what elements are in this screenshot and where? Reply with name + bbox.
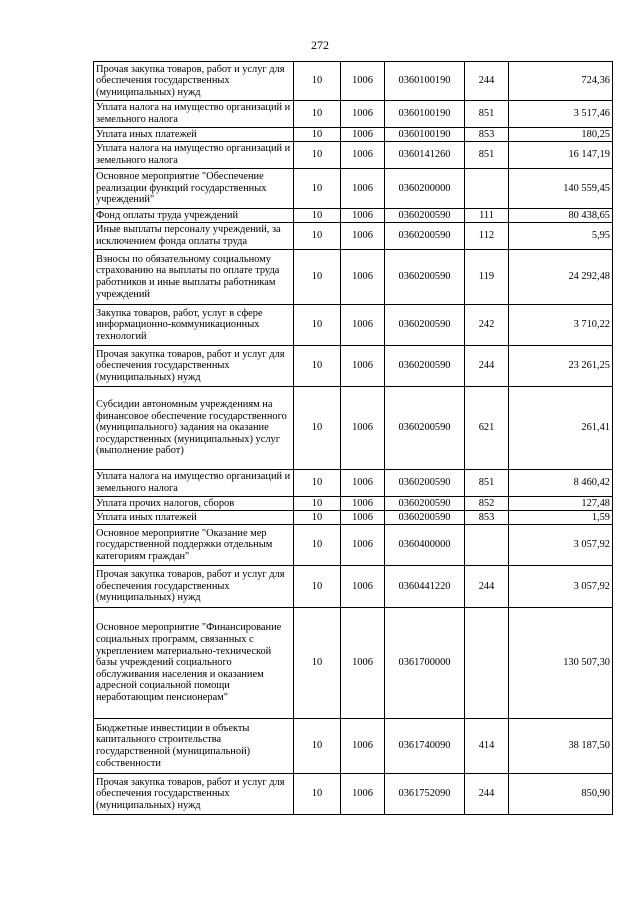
- row-expense-type: 119: [465, 250, 509, 305]
- row-target: 0361700000: [385, 608, 465, 719]
- row-target: 0361752090: [385, 774, 465, 815]
- row-expense-type: 851: [465, 142, 509, 169]
- row-subsection: 1006: [341, 346, 385, 387]
- row-section: 10: [294, 169, 341, 209]
- row-target: 0360200590: [385, 209, 465, 223]
- row-subsection: 1006: [341, 169, 385, 209]
- row-amount: 23 261,25: [509, 346, 613, 387]
- row-target: 0360200590: [385, 250, 465, 305]
- row-target: 0360200590: [385, 223, 465, 250]
- row-name: Прочая закупка товаров, работ и услуг для обеспечения государственных (муниципальных) нужд: [94, 62, 294, 101]
- row-target: 0360200590: [385, 387, 465, 470]
- page-number: 272: [311, 38, 329, 52]
- row-section: 10: [294, 101, 341, 128]
- row-expense-type: 621: [465, 387, 509, 470]
- row-section: 10: [294, 608, 341, 719]
- row-name: Уплата иных платежей: [94, 511, 294, 525]
- row-name: Прочая закупка товаров, работ и услуг для обеспечения государственных (муниципальных) нужд: [94, 566, 294, 608]
- row-amount: 724,36: [509, 62, 613, 101]
- row-expense-type: 851: [465, 101, 509, 128]
- table-row: [94, 566, 613, 608]
- table-row: [94, 470, 613, 497]
- row-name: Иные выплаты персоналу учреждений, за исключением фонда оплаты труда: [94, 223, 294, 250]
- row-target: 0360100190: [385, 128, 465, 142]
- row-name: Закупка товаров, работ, услуг в сфере информационно-коммуникационных технологий: [94, 305, 294, 346]
- row-amount: 261,41: [509, 387, 613, 470]
- row-subsection: 1006: [341, 497, 385, 511]
- table-row: [94, 719, 613, 774]
- row-name: Основное мероприятие "Финансирование социальных программ, связанных с укреплением материально-технической базы учреждений социального обслуживания населения и оказанием адресной социальной помощи неработающим пенсионерам": [94, 608, 294, 719]
- row-subsection: 1006: [341, 305, 385, 346]
- row-target: 0360100190: [385, 62, 465, 101]
- row-subsection: 1006: [341, 101, 385, 128]
- row-name: Уплата прочих налогов, сборов: [94, 497, 294, 511]
- row-amount: 80 438,65: [509, 209, 613, 223]
- table-row: [94, 250, 613, 305]
- row-name: Прочая закупка товаров, работ и услуг для обеспечения государственных (муниципальных) нужд: [94, 774, 294, 815]
- row-amount: 140 559,45: [509, 169, 613, 209]
- row-amount: 130 507,30: [509, 608, 613, 719]
- row-target: 0360200590: [385, 346, 465, 387]
- row-section: 10: [294, 62, 341, 101]
- row-expense-type: [465, 525, 509, 566]
- row-section: 10: [294, 511, 341, 525]
- row-section: 10: [294, 470, 341, 497]
- table-row: [94, 608, 613, 719]
- row-name: Субсидии автономным учреждениям на финансовое обеспечение государственного (муниципального) задания на оказание государственных (муниципальных) услуг (выполнение работ): [94, 387, 294, 470]
- row-section: 10: [294, 305, 341, 346]
- row-amount: 5,95: [509, 223, 613, 250]
- row-subsection: 1006: [341, 525, 385, 566]
- row-subsection: 1006: [341, 209, 385, 223]
- row-name: Уплата налога на имущество организаций и земельного налога: [94, 142, 294, 169]
- row-section: 10: [294, 719, 341, 774]
- table-row: [94, 169, 613, 209]
- row-subsection: 1006: [341, 142, 385, 169]
- row-subsection: 1006: [341, 387, 385, 470]
- table-row: [94, 346, 613, 387]
- row-section: 10: [294, 525, 341, 566]
- row-amount: 180,25: [509, 128, 613, 142]
- row-expense-type: 851: [465, 470, 509, 497]
- row-expense-type: 853: [465, 511, 509, 525]
- row-name: Уплата налога на имущество организаций и земельного налога: [94, 470, 294, 497]
- row-expense-type: 244: [465, 774, 509, 815]
- row-target: 0360200590: [385, 305, 465, 346]
- row-section: 10: [294, 128, 341, 142]
- row-target: 0361740090: [385, 719, 465, 774]
- table-row: [94, 209, 613, 223]
- table-row: [94, 387, 613, 470]
- row-amount: 3 710,22: [509, 305, 613, 346]
- row-subsection: 1006: [341, 511, 385, 525]
- row-subsection: 1006: [341, 128, 385, 142]
- row-amount: 127,48: [509, 497, 613, 511]
- row-amount: 1,59: [509, 511, 613, 525]
- table-row: [94, 223, 613, 250]
- row-target: 0360100190: [385, 101, 465, 128]
- row-name: Прочая закупка товаров, работ и услуг для обеспечения государственных (муниципальных) нужд: [94, 346, 294, 387]
- row-section: 10: [294, 346, 341, 387]
- row-subsection: 1006: [341, 566, 385, 608]
- row-subsection: 1006: [341, 223, 385, 250]
- row-name: Фонд оплаты труда учреждений: [94, 209, 294, 223]
- row-name: Уплата иных платежей: [94, 128, 294, 142]
- row-section: 10: [294, 774, 341, 815]
- row-subsection: 1006: [341, 719, 385, 774]
- row-target: 0360200590: [385, 470, 465, 497]
- table-row: [94, 101, 613, 128]
- table-row: [94, 62, 613, 101]
- row-amount: 850,90: [509, 774, 613, 815]
- row-target: 0360141260: [385, 142, 465, 169]
- row-subsection: 1006: [341, 62, 385, 101]
- row-target: 0360200590: [385, 511, 465, 525]
- row-expense-type: 414: [465, 719, 509, 774]
- row-section: 10: [294, 497, 341, 511]
- row-target: 0360200590: [385, 497, 465, 511]
- table-row: [94, 511, 613, 525]
- table-row: [94, 142, 613, 169]
- row-target: 0360200000: [385, 169, 465, 209]
- row-subsection: 1006: [341, 608, 385, 719]
- table-row: [94, 305, 613, 346]
- row-expense-type: 112: [465, 223, 509, 250]
- row-target: 0360441220: [385, 566, 465, 608]
- row-expense-type: 244: [465, 346, 509, 387]
- row-target: 0360400000: [385, 525, 465, 566]
- row-amount: 38 187,50: [509, 719, 613, 774]
- row-name: Взносы по обязательному социальному страхованию на выплаты по оплате труда работников и иные выплаты работникам учреждений: [94, 250, 294, 305]
- table-row: [94, 128, 613, 142]
- row-section: 10: [294, 566, 341, 608]
- table-row: [94, 525, 613, 566]
- row-expense-type: 111: [465, 209, 509, 223]
- row-expense-type: 852: [465, 497, 509, 511]
- row-expense-type: 244: [465, 566, 509, 608]
- row-subsection: 1006: [341, 774, 385, 815]
- budget-table: [93, 61, 613, 815]
- table-row: [94, 497, 613, 511]
- row-name: Основное мероприятие "Оказание мер государственной поддержки отдельным категориям граждан": [94, 525, 294, 566]
- row-expense-type: [465, 169, 509, 209]
- row-amount: 3 057,92: [509, 566, 613, 608]
- row-section: 10: [294, 250, 341, 305]
- row-section: 10: [294, 142, 341, 169]
- row-expense-type: 853: [465, 128, 509, 142]
- row-expense-type: [465, 608, 509, 719]
- row-amount: 3 517,46: [509, 101, 613, 128]
- row-section: 10: [294, 209, 341, 223]
- row-section: 10: [294, 387, 341, 470]
- row-section: 10: [294, 223, 341, 250]
- row-expense-type: 242: [465, 305, 509, 346]
- row-name: Уплата налога на имущество организаций и земельного налога: [94, 101, 294, 128]
- row-name: Бюджетные инвестиции в объекты капитального строительства государственной (муниципальной) собственности: [94, 719, 294, 774]
- row-amount: 24 292,48: [509, 250, 613, 305]
- row-amount: 16 147,19: [509, 142, 613, 169]
- row-subsection: 1006: [341, 250, 385, 305]
- table-row: [94, 774, 613, 815]
- row-name: Основное мероприятие "Обеспечение реализации функций государственных учреждений": [94, 169, 294, 209]
- row-amount: 3 057,92: [509, 525, 613, 566]
- row-expense-type: 244: [465, 62, 509, 101]
- row-amount: 8 460,42: [509, 470, 613, 497]
- row-subsection: 1006: [341, 470, 385, 497]
